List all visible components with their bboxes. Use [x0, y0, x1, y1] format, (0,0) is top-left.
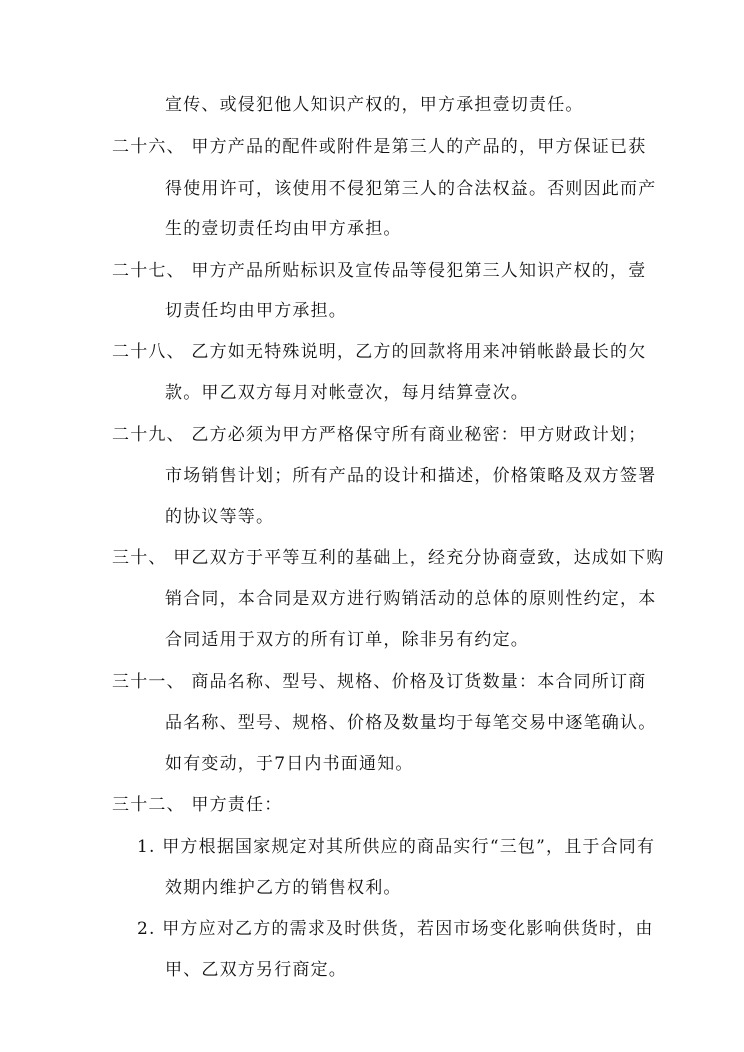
text-line: 生的壹切责任均由甲方承担。	[165, 219, 402, 239]
text-line: 合同适用于双方的所有订单，除非另有约定。	[165, 630, 529, 650]
clause-27-heading-line: 二十七、 甲方产品所贴标识及宣传品等侵犯第三人知识产权的，壹	[112, 261, 647, 281]
clause-28-heading-line: 二十八、 乙方如无特殊说明，乙方的回款将用来冲销帐龄最长的欠	[112, 342, 647, 362]
text-line: 得使用许可，该使用不侵犯第三人的合法权益。否则因此而产	[165, 179, 657, 199]
text-line: 的协议等等。	[165, 507, 275, 527]
clause-31-heading-line: 三十一、 商品名称、型号、规格、价格及订货数量：本合同所订商	[112, 672, 647, 692]
text-line: 市场销售计划；所有产品的设计和描述，价格策略及双方签署	[165, 466, 657, 486]
text-line: 切责任均由甲方承担。	[165, 301, 347, 321]
text-line: 甲、乙双方另行商定。	[165, 960, 347, 980]
clause-30-heading-line: 三十、 甲乙双方于平等互利的基础上，经充分协商壹致，达成如下购	[112, 548, 665, 568]
text-line: 效期内维护乙方的销售权利。	[165, 878, 402, 898]
clause-29-heading-line: 二十九、 乙方必须为甲方严格保守所有商业秘密：甲方财政计划；	[112, 425, 647, 445]
text-line: 如有变动，于7日内书面通知。	[165, 754, 414, 774]
list-item-2-line: 2. 甲方应对乙方的需求及时供货，若因市场变化影响供货时，由	[137, 919, 654, 939]
text-line: 销合同，本合同是双方进行购销活动的总体的原则性约定，本	[165, 589, 657, 609]
list-item-1-line: 1. 甲方根据国家规定对其所供应的商品实行“三包”，且于合同有	[137, 837, 656, 857]
text-line: 款。甲乙双方每月对帐壹次，每月结算壹次。	[165, 383, 529, 403]
clause-32-heading-line: 三十二、 甲方责任：	[112, 795, 283, 815]
text-line: 品名称、型号、规格、价格及数量均于每笔交易中逐笔确认。	[165, 713, 657, 733]
clause-26-heading-line: 二十六、 甲方产品的配件或附件是第三人的产品的，甲方保证已获	[112, 137, 647, 157]
text-line: 宣传、或侵犯他人知识产权的，甲方承担壹切责任。	[165, 95, 584, 115]
